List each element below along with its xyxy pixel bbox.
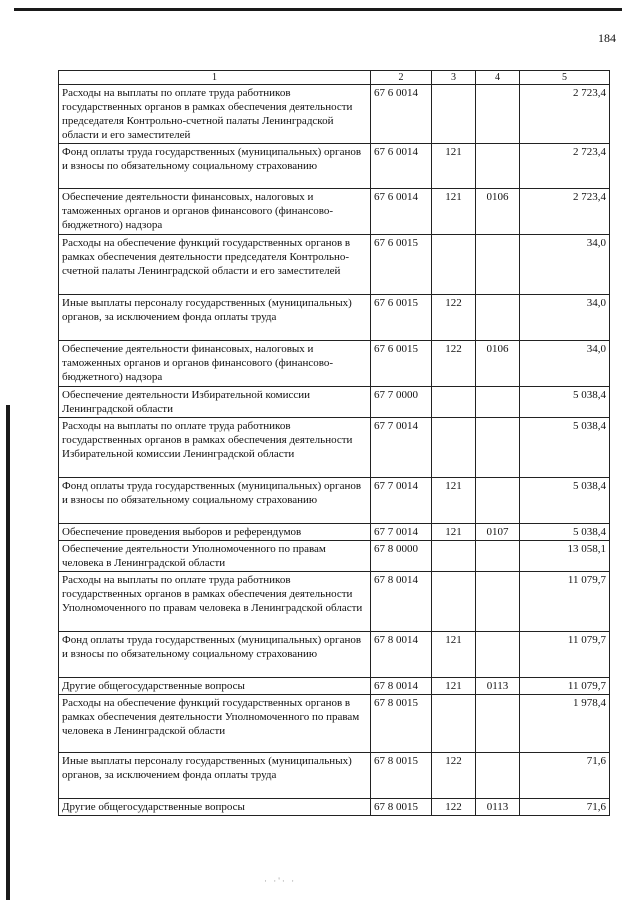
row-section-code [476,478,520,524]
scan-edge-mark [6,405,10,900]
row-sum: 1 978,4 [520,695,610,753]
row-sum: 11 079,7 [520,678,610,695]
table-header-row [59,71,610,85]
row-section-code [476,295,520,341]
column-header: 5 [520,71,610,85]
row-sum: 34,0 [520,235,610,295]
row-name: Обеспечение проведения выборов и референдумов [59,524,371,541]
table-row [59,295,610,341]
row-section-code: 0113 [476,799,520,816]
row-name: Фонд оплаты труда государственных (муниципальных) органов и взносы по обязательному социальному страхованию [59,478,371,524]
table-row [59,235,610,295]
row-section-code [476,541,520,572]
row-target-code: 67 8 0014 [371,572,432,632]
row-section-code: 0106 [476,189,520,235]
top-rule [14,8,622,11]
row-name: Обеспечение деятельности финансовых, налоговых и таможенных органов и органов финансового (финансово-бюджетного) надзора [59,341,371,387]
table-row [59,524,610,541]
row-expense-type: 121 [432,144,476,189]
row-target-code: 67 7 0014 [371,478,432,524]
row-target-code: 67 8 0014 [371,678,432,695]
row-target-code: 67 6 0014 [371,85,432,144]
row-sum: 11 079,7 [520,572,610,632]
table-row [59,632,610,678]
row-section-code [476,85,520,144]
page-number: 184 [598,31,616,45]
row-sum: 11 079,7 [520,632,610,678]
budget-table [58,70,610,816]
row-target-code: 67 8 0000 [371,541,432,572]
row-section-code [476,235,520,295]
row-expense-type: 122 [432,753,476,799]
row-section-code [476,144,520,189]
table-row [59,541,610,572]
row-section-code [476,695,520,753]
row-sum: 2 723,4 [520,189,610,235]
row-name: Фонд оплаты труда государственных (муниципальных) органов и взносы по обязательному социальному страхованию [59,632,371,678]
row-expense-type [432,418,476,478]
row-target-code: 67 8 0015 [371,695,432,753]
row-section-code [476,387,520,418]
row-sum: 5 038,4 [520,524,610,541]
row-expense-type: 122 [432,341,476,387]
row-target-code: 67 7 0014 [371,524,432,541]
row-target-code: 67 8 0014 [371,632,432,678]
row-expense-type [432,572,476,632]
row-target-code: 67 6 0015 [371,235,432,295]
row-name: Расходы на выплаты по оплате труда работников государственных органов в рамках обеспечения деятельности председателя Контрольно-счетной палаты Ленинградской области и его заместителей [59,85,371,144]
column-header: 4 [476,71,520,85]
column-header: 2 [371,71,432,85]
row-sum: 5 038,4 [520,478,610,524]
row-expense-type: 122 [432,799,476,816]
row-sum: 5 038,4 [520,418,610,478]
row-expense-type [432,235,476,295]
row-name: Другие общегосударственные вопросы [59,678,371,695]
row-sum: 2 723,4 [520,144,610,189]
row-sum: 71,6 [520,753,610,799]
row-target-code: 67 8 0015 [371,799,432,816]
row-sum: 34,0 [520,341,610,387]
row-target-code: 67 8 0015 [371,753,432,799]
table-row [59,341,610,387]
row-name: Иные выплаты персоналу государственных (муниципальных) органов, за исключением фонда оплаты труда [59,753,371,799]
table-row [59,144,610,189]
row-expense-type [432,695,476,753]
scan-smudge: · ·'· · [264,876,297,886]
table-row [59,189,610,235]
row-expense-type [432,387,476,418]
row-name: Иные выплаты персоналу государственных (муниципальных) органов, за исключением фонда оплаты труда [59,295,371,341]
row-name: Обеспечение деятельности финансовых, налоговых и таможенных органов и органов финансового (финансово-бюджетного) надзора [59,189,371,235]
row-name: Расходы на выплаты по оплате труда работников государственных органов в рамках обеспечения деятельности Уполномоченного по правам человека в Ленинградской области [59,572,371,632]
row-sum: 71,6 [520,799,610,816]
row-target-code: 67 6 0015 [371,295,432,341]
table-row [59,753,610,799]
table-row [59,85,610,144]
row-sum: 2 723,4 [520,85,610,144]
row-name: Другие общегосударственные вопросы [59,799,371,816]
column-header: 3 [432,71,476,85]
table-row [59,695,610,753]
row-expense-type: 121 [432,524,476,541]
row-expense-type [432,85,476,144]
row-expense-type: 121 [432,478,476,524]
row-target-code: 67 7 0014 [371,418,432,478]
row-sum: 34,0 [520,295,610,341]
row-target-code: 67 6 0014 [371,144,432,189]
row-target-code: 67 6 0015 [371,341,432,387]
row-name: Обеспечение деятельности Уполномоченного по правам человека в Ленинградской области [59,541,371,572]
table-row [59,478,610,524]
row-section-code: 0106 [476,341,520,387]
column-header: 1 [59,71,371,85]
row-section-code [476,632,520,678]
row-target-code: 67 6 0014 [371,189,432,235]
table-row [59,572,610,632]
row-name: Расходы на выплаты по оплате труда работников государственных органов в рамках обеспечения деятельности Избирательной комиссии Ленинградской области [59,418,371,478]
row-section-code [476,418,520,478]
row-name: Фонд оплаты труда государственных (муниципальных) органов и взносы по обязательному социальному страхованию [59,144,371,189]
row-section-code [476,753,520,799]
row-name: Расходы на обеспечение функций государственных органов в рамках обеспечения деятельности председателя Контрольно-счетной палаты Ленинградской области и его заместителей [59,235,371,295]
row-expense-type: 121 [432,632,476,678]
row-expense-type: 121 [432,678,476,695]
row-name: Обеспечение деятельности Избирательной комиссии Ленинградской области [59,387,371,418]
row-name: Расходы на обеспечение функций государственных органов в рамках обеспечения деятельности Уполномоченного по правам человека в Ленинградской области [59,695,371,753]
row-expense-type [432,541,476,572]
row-target-code: 67 7 0000 [371,387,432,418]
table-row [59,418,610,478]
row-section-code: 0107 [476,524,520,541]
row-section-code: 0113 [476,678,520,695]
row-sum: 5 038,4 [520,387,610,418]
row-sum: 13 058,1 [520,541,610,572]
row-expense-type: 122 [432,295,476,341]
table-row [59,387,610,418]
table-row [59,678,610,695]
row-section-code [476,572,520,632]
row-expense-type: 121 [432,189,476,235]
table-row [59,799,610,816]
